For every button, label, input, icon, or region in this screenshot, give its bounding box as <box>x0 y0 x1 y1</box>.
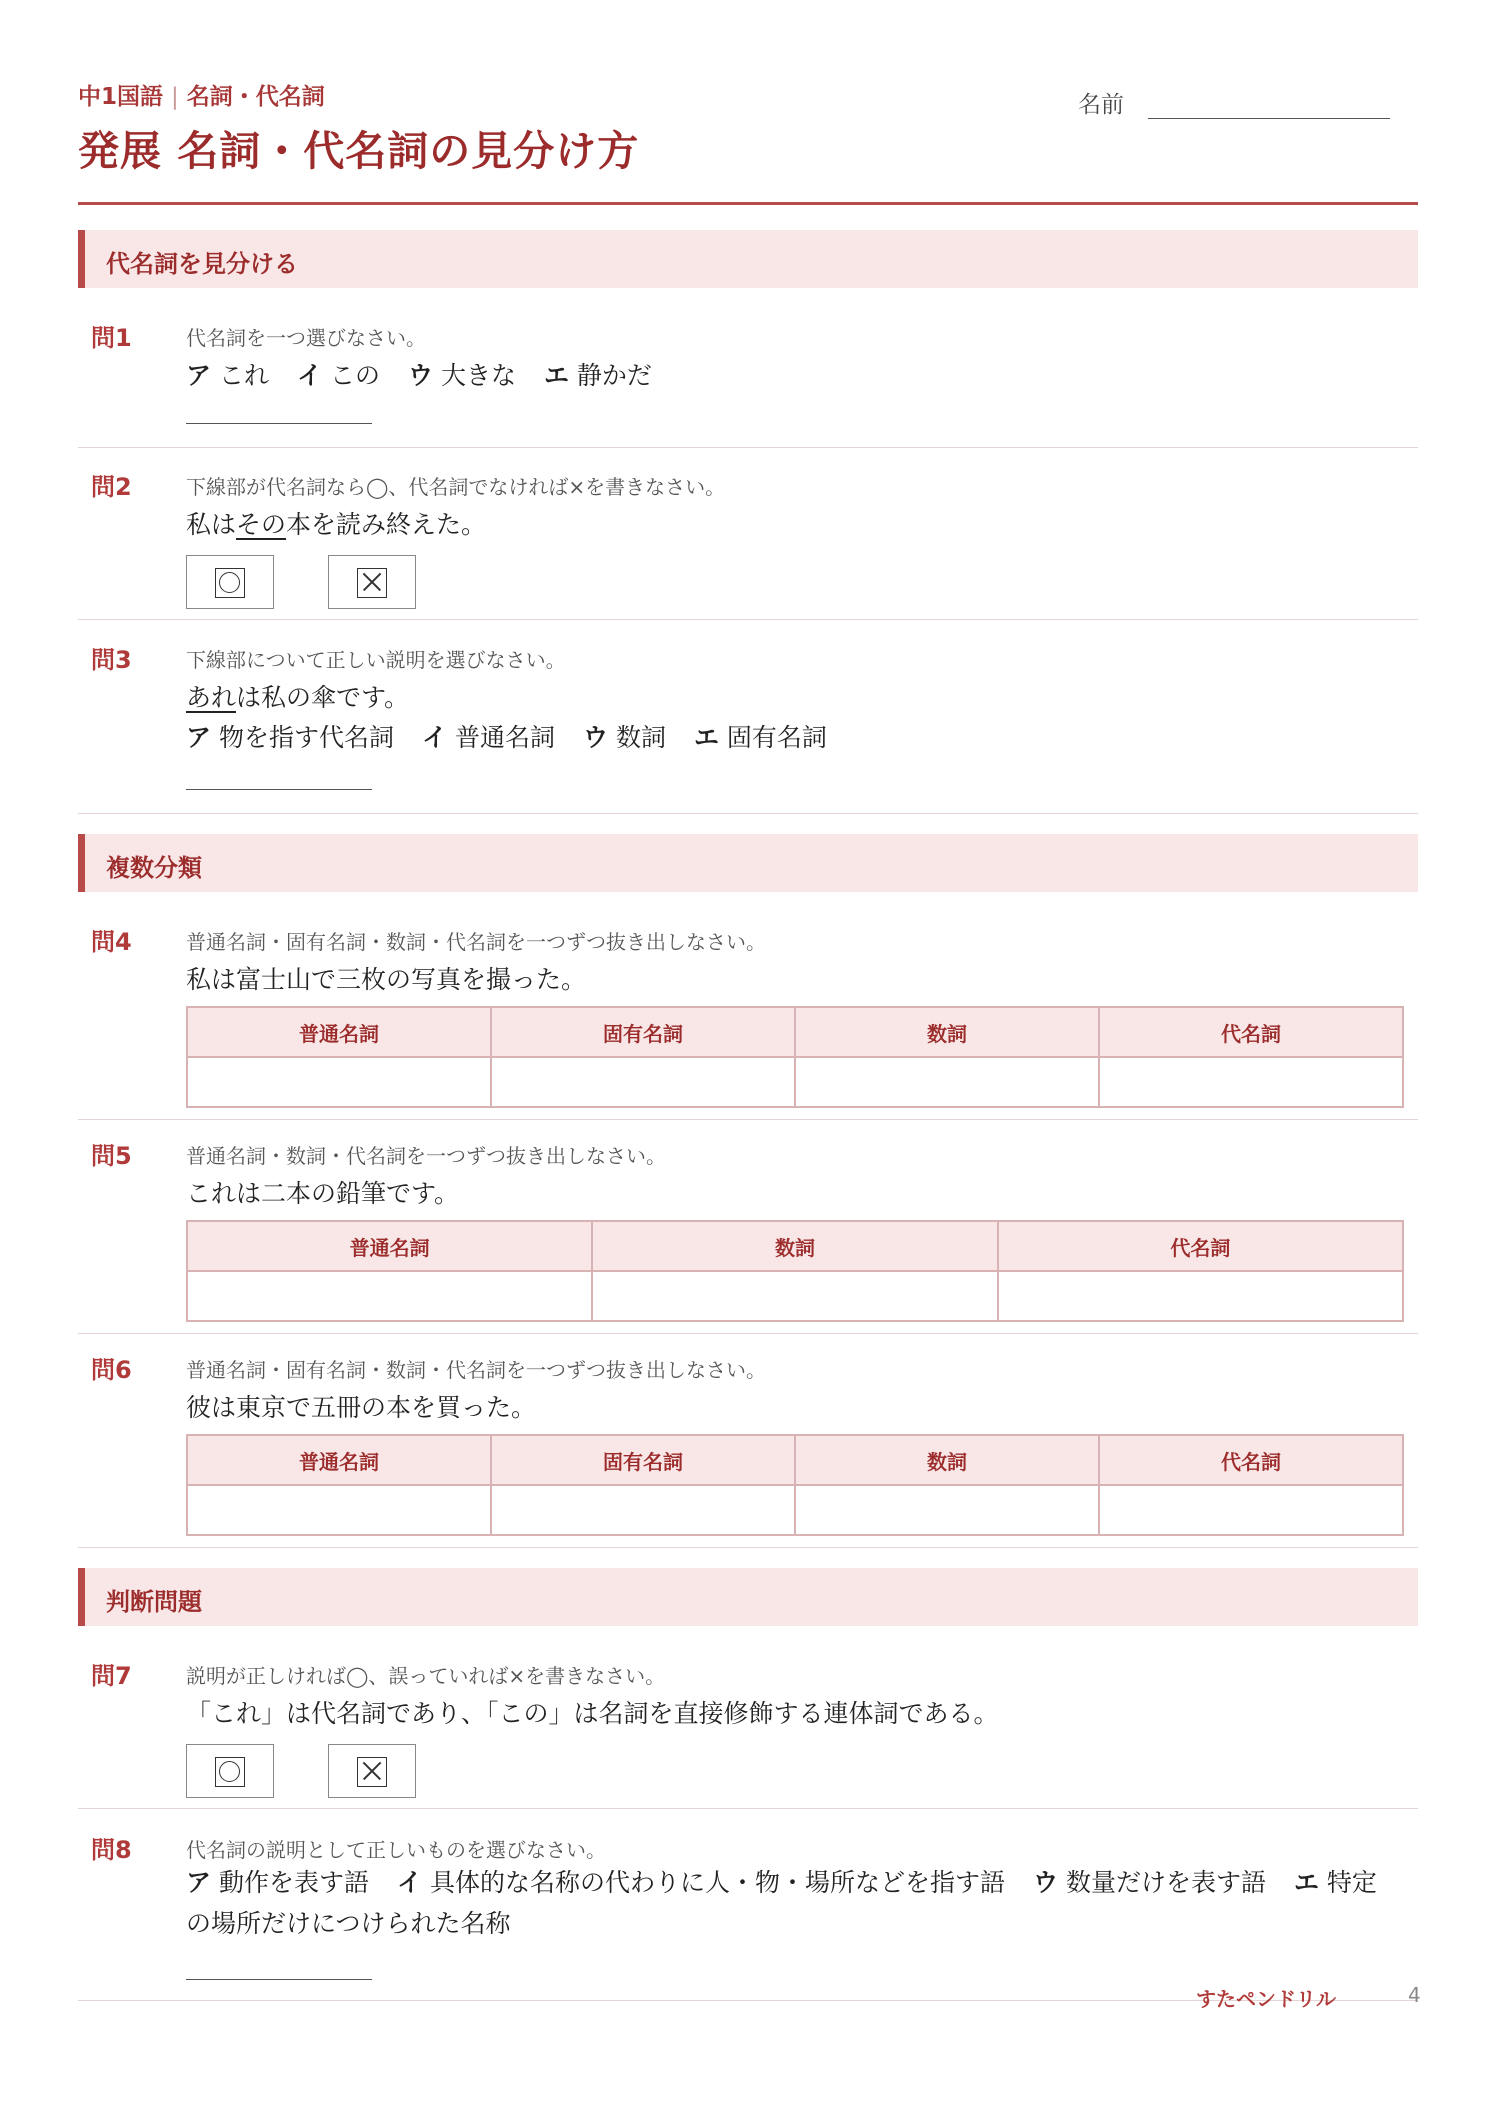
table-header: 普通名詞 <box>187 1221 592 1271</box>
answer-cell[interactable] <box>1099 1057 1403 1107</box>
question-number: 問4 <box>91 928 132 956</box>
question-3 <box>78 640 1418 814</box>
question-7 <box>78 1656 1418 1809</box>
breadcrumb-unit: 名詞・代名詞 <box>186 84 325 110</box>
choice-list <box>186 356 680 392</box>
answer-line[interactable] <box>186 1978 372 1980</box>
answer-cell[interactable] <box>187 1271 592 1321</box>
cross-icon <box>357 1757 387 1787</box>
breadcrumb-separator: | <box>171 84 179 110</box>
question-number: 問8 <box>91 1836 132 1864</box>
table-header: 固有名詞 <box>491 1435 795 1485</box>
question-sentence: 彼は東京で五冊の本を買った。 <box>186 1393 537 1422</box>
question-number: 問5 <box>91 1142 132 1170</box>
table-header: 数詞 <box>592 1221 997 1271</box>
answer-cell[interactable] <box>592 1271 997 1321</box>
choice-option[interactable]: ウ 数量だけを表す語 <box>1032 1868 1266 1897</box>
answer-cell[interactable] <box>998 1271 1403 1321</box>
circle-answer-box[interactable] <box>186 1744 274 1798</box>
answer-cell[interactable] <box>491 1485 795 1535</box>
section-header <box>78 230 1418 288</box>
question-sentence: 私は富士山で三枚の写真を撮った。 <box>186 965 587 994</box>
question-sentence: 「これ」は代名詞であり、「この」は名詞を直接修飾する連体詞である。 <box>186 1699 999 1728</box>
question-5 <box>78 1136 1418 1334</box>
answer-line[interactable] <box>186 422 372 424</box>
page-header <box>78 74 1418 205</box>
table-header: 代名詞 <box>998 1221 1403 1271</box>
underlined-word: その <box>236 510 287 539</box>
question-sentence: あれは私の傘です。 <box>186 683 410 712</box>
choice-option[interactable]: ウ 数詞 <box>582 723 666 752</box>
section-header <box>78 1568 1418 1626</box>
choice-option[interactable]: エ 固有名詞 <box>693 723 827 752</box>
question-1 <box>78 318 1418 448</box>
question-sentence: 私はその本を読み終えた。 <box>186 510 487 539</box>
name-input-line[interactable] <box>1148 98 1390 119</box>
name-label: 名前 <box>1078 92 1124 118</box>
answer-table <box>186 1006 1404 1108</box>
table-header: 普通名詞 <box>187 1007 491 1057</box>
answer-cell[interactable] <box>1099 1485 1403 1535</box>
answer-table <box>186 1220 1404 1322</box>
answer-table <box>186 1434 1404 1536</box>
choice-option[interactable]: エ 特定の場所だけにつけられた名称 <box>186 1868 1377 1938</box>
choice-option[interactable]: イ 具体的な名称の代わりに人・物・場所などを指す語 <box>396 1868 1005 1897</box>
question-instruction: 説明が正しければ◯、誤っていれば×を書きなさい。 <box>186 1664 666 1688</box>
choice-option[interactable]: ア これ <box>186 361 269 390</box>
question-sentence: これは二本の鉛筆です。 <box>186 1179 460 1208</box>
footer-brand: すたペンドリル <box>1196 1987 1336 2011</box>
page-number: 4 <box>1408 1983 1421 2007</box>
section-title: 複数分類 <box>106 854 202 882</box>
question-instruction: 代名詞の説明として正しいものを選びなさい。 <box>186 1838 606 1862</box>
choice-option[interactable]: ア 物を指す代名詞 <box>186 723 394 752</box>
question-8 <box>78 1830 1418 2001</box>
question-4 <box>78 922 1418 1120</box>
answer-cell[interactable] <box>491 1057 795 1107</box>
table-header: 数詞 <box>795 1435 1099 1485</box>
circle-answer-box[interactable] <box>186 555 274 609</box>
name-field <box>1078 86 1390 119</box>
choice-option[interactable]: エ 静かだ <box>543 361 652 390</box>
question-6 <box>78 1350 1418 1548</box>
cross-answer-box[interactable] <box>328 1744 416 1798</box>
question-instruction: 普通名詞・固有名詞・数詞・代名詞を一つずつ抜き出しなさい。 <box>186 1358 766 1382</box>
section-title: 代名詞を見分ける <box>106 250 298 278</box>
question-number: 問7 <box>91 1662 132 1690</box>
table-header: 固有名詞 <box>491 1007 795 1057</box>
circle-icon <box>215 1757 245 1787</box>
cross-answer-box[interactable] <box>328 555 416 609</box>
cross-icon <box>357 568 387 598</box>
table-header: 数詞 <box>795 1007 1099 1057</box>
table-header: 普通名詞 <box>187 1435 491 1485</box>
question-number: 問6 <box>91 1356 132 1384</box>
section-title: 判断問題 <box>106 1588 202 1616</box>
question-instruction: 普通名詞・数詞・代名詞を一つずつ抜き出しなさい。 <box>186 1144 666 1168</box>
answer-cell[interactable] <box>795 1057 1099 1107</box>
section-header <box>78 834 1418 892</box>
question-instruction: 代名詞を一つ選びなさい。 <box>186 326 426 350</box>
breadcrumb-grade: 中1国語 <box>78 84 164 110</box>
breadcrumb <box>78 78 325 111</box>
question-number: 問3 <box>91 646 132 674</box>
question-number: 問2 <box>91 473 132 501</box>
question-instruction: 下線部について正しい説明を選びなさい。 <box>186 648 566 672</box>
choice-option[interactable]: ア 動作を表す語 <box>186 1868 369 1897</box>
choice-option[interactable]: イ この <box>296 361 380 390</box>
choice-list <box>186 1862 1396 1944</box>
answer-line[interactable] <box>186 788 372 790</box>
underlined-word: あれ <box>186 683 237 712</box>
choice-list <box>186 718 855 754</box>
choice-option[interactable]: ウ 大きな <box>407 361 516 390</box>
table-header: 代名詞 <box>1099 1007 1403 1057</box>
answer-cell[interactable] <box>187 1485 491 1535</box>
answer-cell[interactable] <box>795 1485 1099 1535</box>
page-title: 発展 名詞・代名詞の見分け方 <box>78 127 640 175</box>
question-instruction: 下線部が代名詞なら◯、代名詞でなければ×を書きなさい。 <box>186 475 726 499</box>
table-header: 代名詞 <box>1099 1435 1403 1485</box>
answer-cell[interactable] <box>187 1057 491 1107</box>
circle-icon <box>215 568 245 598</box>
choice-option[interactable]: イ 普通名詞 <box>421 723 555 752</box>
question-instruction: 普通名詞・固有名詞・数詞・代名詞を一つずつ抜き出しなさい。 <box>186 930 766 954</box>
question-number: 問1 <box>91 324 132 352</box>
question-2 <box>78 467 1418 620</box>
